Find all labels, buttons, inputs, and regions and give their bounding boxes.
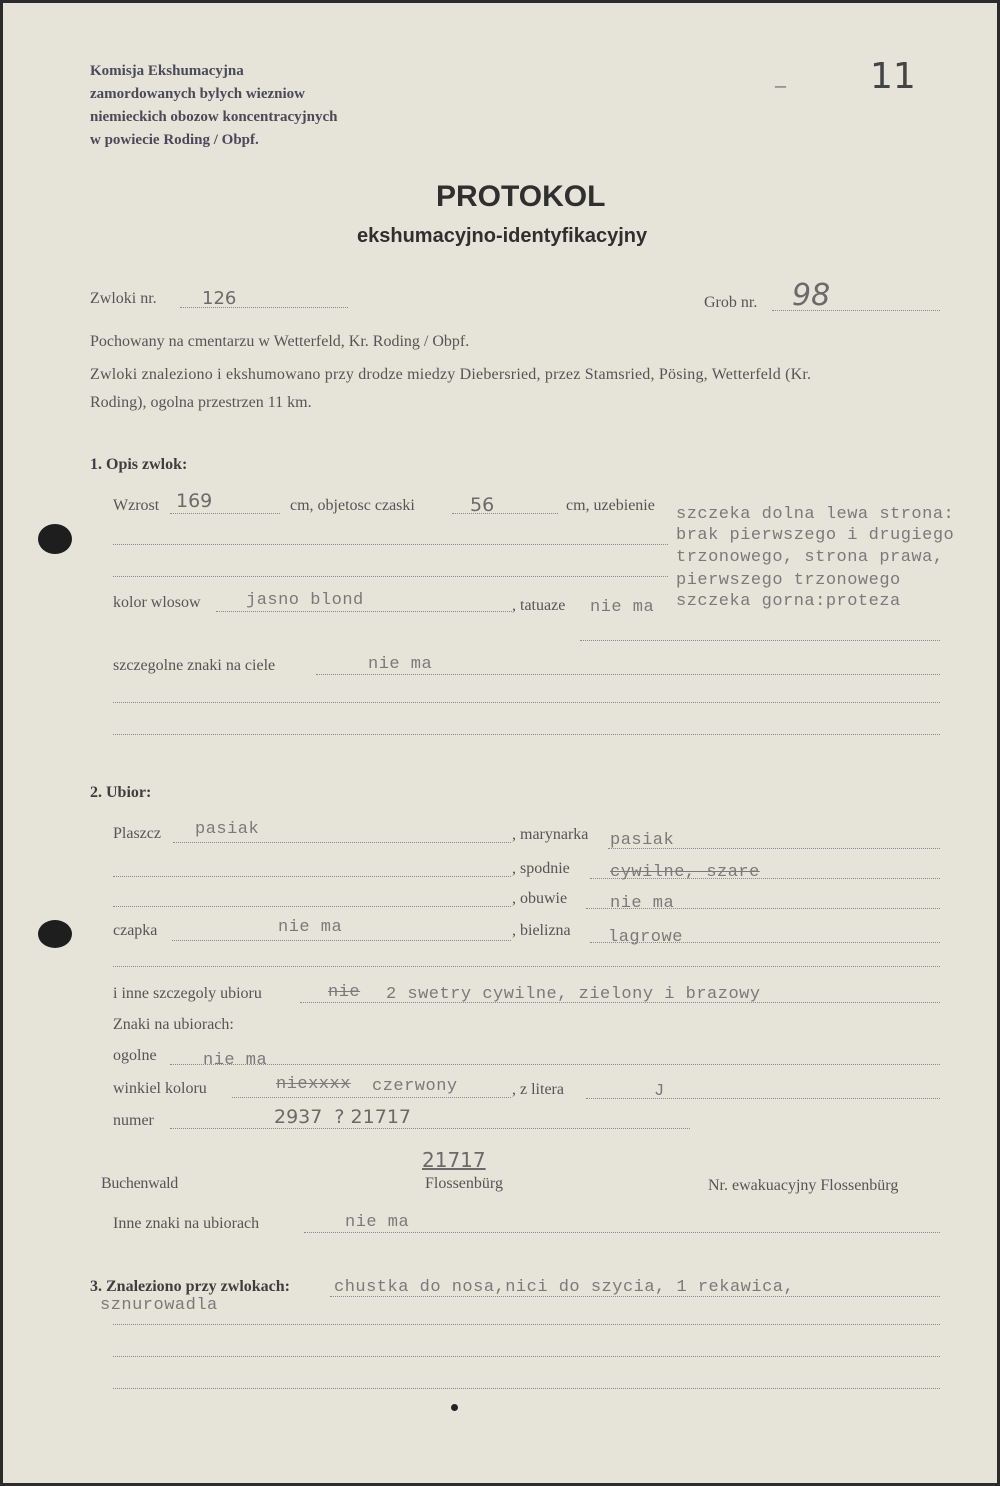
ogolne-label: ogolne — [113, 1047, 157, 1064]
punch-hole-top — [38, 524, 72, 554]
document-title: PROTOKOL — [436, 180, 606, 213]
buchenwald-label: Buchenwald — [101, 1175, 178, 1192]
litera-label: , z litera — [512, 1081, 564, 1098]
commission-line-2: zamordowanych bylych wiezniow — [90, 86, 305, 102]
winkiel-label: winkiel koloru — [113, 1080, 207, 1097]
spodnie-label: , spodnie — [512, 860, 570, 877]
winkiel-value: czerwony — [372, 1077, 458, 1096]
found-line-1: Zwloki znaleziono i ekshumowano przy drodze miedzy Diebersried, przez Stamsried, Pösing, Wetterfeld (Kr. — [90, 366, 812, 383]
ewakuacyjny-label: Nr. ewakuacyjny Flossenbürg — [708, 1177, 899, 1194]
ogolne-value: nie ma — [203, 1051, 268, 1070]
czapka-value: nie ma — [278, 918, 343, 937]
cm-uzebienie-label: cm, uzebienie — [566, 497, 655, 514]
found-line-2: Roding), ogolna przestrzen 11 km. — [90, 394, 312, 411]
kolor-label: kolor wlosow — [113, 594, 201, 611]
commission-line-3: niemieckich obozow koncentracyjnych — [90, 109, 338, 125]
czapka-label: czapka — [113, 922, 158, 939]
spodnie-value: cywilne, szare — [610, 863, 760, 882]
cm-objetosc-label: cm, objetosc czaski — [290, 497, 415, 514]
tatuaze-label: , tatuaze — [512, 597, 566, 614]
flossenburg-label: Flossenbürg — [425, 1175, 503, 1192]
section-2-heading: 2. Ubior: — [90, 784, 152, 801]
znaki-ubiorach-label: Znaki na ubiorach: — [113, 1016, 234, 1033]
commission-line-4: w powiecie Roding / Obpf. — [90, 132, 259, 148]
zwloki-label: Zwloki nr. — [90, 290, 157, 307]
inne-ubior-struck: nie — [328, 983, 361, 1002]
zwloki-value: 126 — [202, 288, 237, 309]
tatuaze-value: nie ma — [590, 598, 655, 617]
litera-value: J — [654, 1082, 665, 1101]
page-number: 11 — [870, 56, 916, 97]
wzrost-value: 169 — [176, 490, 213, 512]
obuwie-value: nie ma — [610, 894, 675, 913]
inne-znaki-label: Inne znaki na ubiorach — [113, 1215, 260, 1232]
uzebienie-line-4: pierwszego trzonowego — [676, 571, 901, 590]
marynarka-label: , marynarka — [512, 826, 589, 843]
numer-value: 2937 ? 21717 — [274, 1106, 411, 1128]
grob-label: Grob nr. — [704, 294, 758, 311]
czaska-value: 56 — [470, 494, 495, 516]
znaki-ciele-value: nie ma — [368, 655, 433, 674]
obuwie-label: , obuwie — [512, 890, 568, 907]
punch-hole-bottom — [38, 920, 72, 948]
inne-znaki-value: nie ma — [345, 1213, 410, 1232]
uzebienie-line-3: trzonowego, strona prawa, — [676, 548, 944, 567]
cemetery-line: Pochowany na cmentarzu w Wetterfeld, Kr. Roding / Obpf. — [90, 333, 470, 350]
uzebienie-line-5: szczeka gorna:proteza — [676, 592, 901, 611]
uzebienie-line-2: brak pierwszego i drugiego — [676, 526, 955, 545]
wzrost-label: Wzrost — [113, 497, 160, 514]
winkiel-struck: niexxxx — [276, 1075, 351, 1094]
section-3-heading: 3. Znaleziono przy zwlokach: — [90, 1278, 290, 1295]
grob-value: 98 — [792, 278, 831, 313]
uzebienie-line-1: szczeka dolna lewa strona: — [676, 505, 955, 524]
section-1-heading: 1. Opis zwlok: — [90, 456, 188, 473]
bielizna-value: lagrowe — [608, 928, 683, 947]
kolor-value: jasno blond — [246, 591, 364, 610]
numer-label: numer — [113, 1112, 154, 1129]
ink-dot — [451, 1404, 458, 1411]
found-items-line-2: sznurowadla — [100, 1296, 218, 1315]
znaki-ciele-label: szczegolne znaki na ciele — [113, 657, 276, 674]
corner-mark: – — [775, 72, 786, 97]
flossenburg-number: 21717 — [422, 1148, 486, 1172]
found-items-line-1: chustka do nosa,nici do szycia, 1 rekawica, — [334, 1278, 795, 1297]
document-subtitle: ekshumacyjno-identyfikacyjny — [357, 225, 648, 247]
bielizna-label: , bielizna — [512, 922, 571, 939]
inne-ubior-label: i inne szczegoly ubioru — [113, 985, 262, 1002]
plaszcz-label: Plaszcz — [113, 825, 161, 842]
commission-line-1: Komisja Ekshumacyjna — [90, 63, 244, 79]
plaszcz-value: pasiak — [195, 820, 260, 839]
inne-ubior-value: 2 swetry cywilne, zielony i brazowy — [386, 985, 761, 1004]
marynarka-value: pasiak — [610, 831, 675, 850]
